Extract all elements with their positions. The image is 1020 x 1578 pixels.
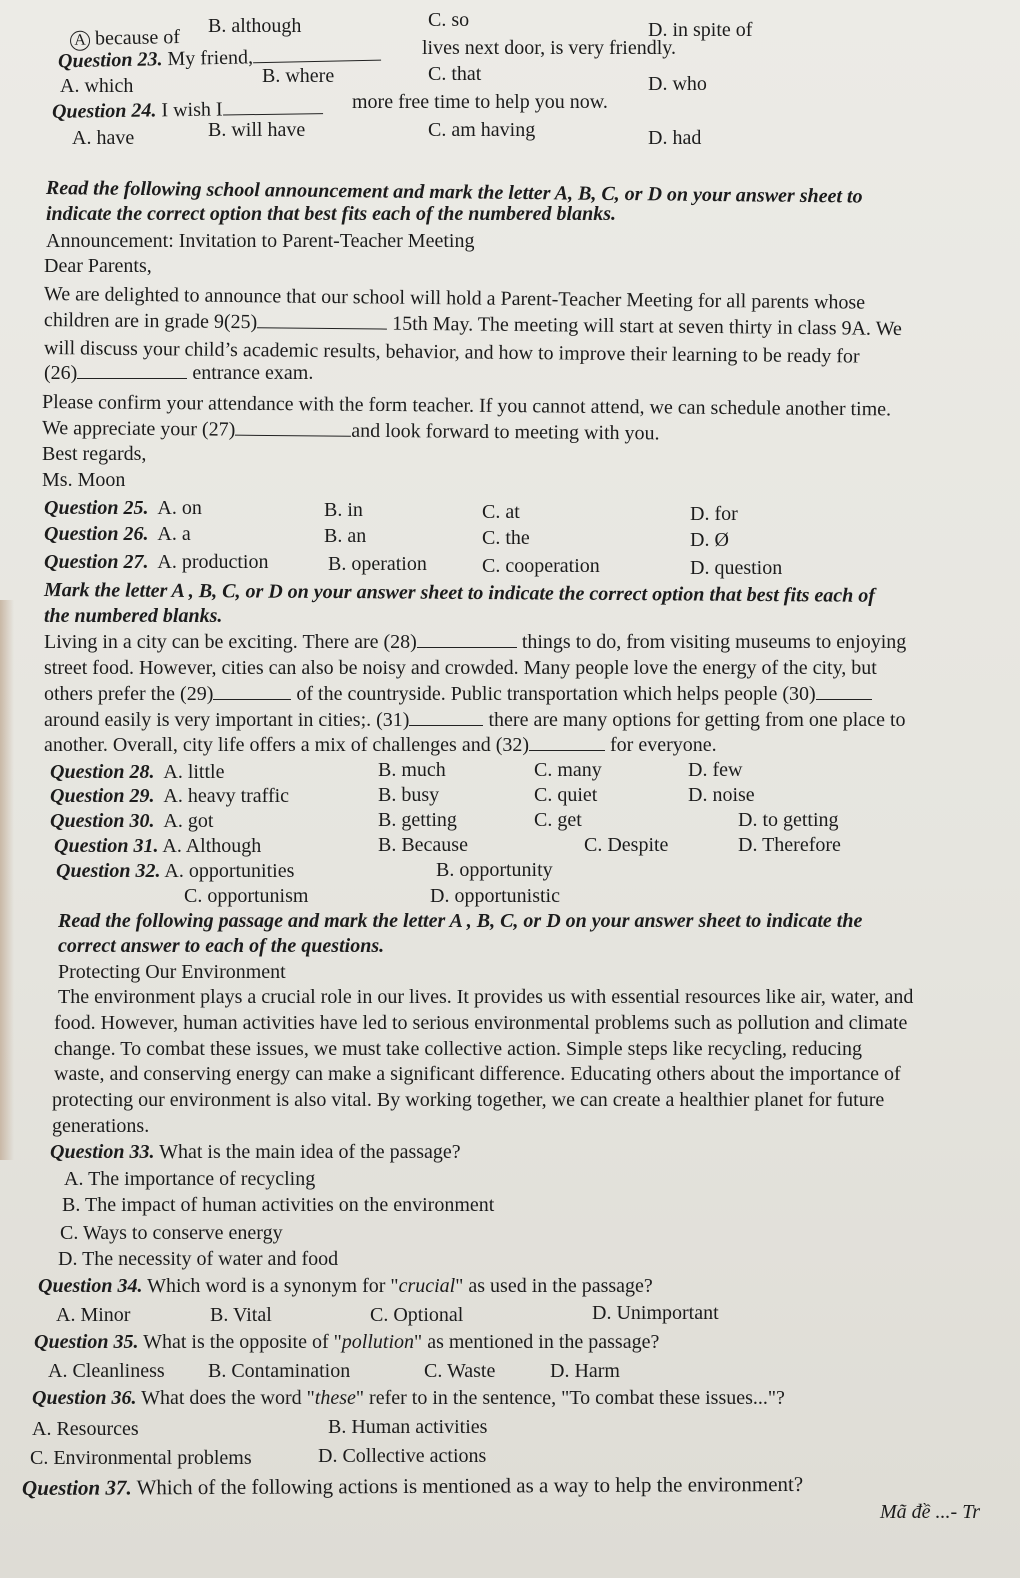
q34-option-c: C. Optional [370,1304,464,1326]
q24-stem: Question 24. I wish I [52,96,323,124]
q22-option-a: A because of [70,25,180,51]
q37-stem: Question 37. Which of the following actions is mentioned as a way to help the environment? [21,1471,804,1500]
q33-stem: Question 33. What is the main idea of the passage? [50,1141,461,1163]
q22-option-b: B. although [208,15,302,37]
q31-option-d: D. Therefore [738,834,841,856]
q32-option-b: B. opportunity [436,859,553,881]
q36-option-c: C. Environmental problems [30,1447,252,1469]
q24-option-c: C. am having [428,119,536,141]
q23-stem-end: lives next door, is very friendly. [422,37,676,59]
q28-row: Question 28. A. little [50,761,225,783]
announcement-p1-line1: We are delighted to announce that our school will hold a Parent-Teacher Meeting for all parents whose [43,283,866,314]
announcement-closing: Best regards, [42,443,147,465]
page-footer: Mã đề ...- Tr [880,1501,980,1523]
q36-option-d: D. Collective actions [318,1445,487,1467]
q27-row: Question 27. A. production [44,551,269,573]
q23-stem: Question 23. My friend, [58,43,381,74]
q23-option-b: B. where [262,65,335,87]
q34-option-b: B. Vital [210,1304,272,1326]
q33-option-d: D. The necessity of water and food [58,1248,339,1270]
q22-option-c: C. so [428,9,470,31]
q31-row: Question 31. A. Although [54,835,262,857]
q29-row: Question 29. A. heavy traffic [50,785,290,807]
q36-stem: Question 36. What does the word "these" refer to in the sentence, "To combat these issues..."? [32,1387,785,1409]
q34-stem: Question 34. Which word is a synonym for "crucial" as used in the passage? [38,1275,653,1297]
passage3-line5: protecting our environment is also vital. By working together, we can create a healthier planet for future [52,1089,885,1111]
option-letter-circle: A [70,31,90,51]
q24-option-d: D. had [648,127,702,149]
passage3-line4: waste, and conserving energy can make a significant difference. Educating others about the importance of [54,1063,901,1085]
q30-option-b: B. getting [378,809,457,831]
passage3-line6: generations. [52,1115,150,1137]
q36-option-a: A. Resources [32,1418,139,1440]
q29-option-b: B. busy [378,784,440,806]
announcement-p1-line2: children are in grade 9(25) 15th May. The meeting will start at seven thirty in class 9A. We [43,309,902,340]
passage2-line3: others prefer the (29) of the countryside. Public transportation which helps people (30) [44,682,872,706]
q35-option-b: B. Contamination [208,1360,351,1382]
q23-option-d: D. who [648,73,707,95]
passage3-title: Protecting Our Environment [58,961,286,983]
q22-option-d: D. in spite of [648,19,753,41]
q26-option-c: C. the [482,527,530,549]
section2-instruction-line1: Mark the letter A , B, C, or D on your answer sheet to indicate the correct option that best fits each of [43,579,876,607]
q34-option-a: A. Minor [56,1304,131,1326]
q25-row: Question 25. A. on [44,497,202,519]
page-shadow [0,600,14,1160]
q25-option-d: D. for [690,503,738,525]
q32-row: Question 32. A. opportunities [56,860,295,882]
q31-option-c: C. Despite [584,834,669,856]
announcement-p2-line1: Please confirm your attendance with the form teacher. If you cannot attend, we can schedule another time. [41,391,892,421]
passage2-line4: around easily is very important in cities;. (31) there are many options for getting from one place to [44,709,906,731]
q33-option-c: C. Ways to conserve energy [60,1222,283,1244]
announcement-title: Announcement: Invitation to Parent-Teacher Meeting [46,230,475,252]
passage3-line3: change. To combat these issues, we must take collective action. Simple steps like recycling, reducing [54,1038,862,1060]
q24-stem-end: more free time to help you now. [352,91,608,113]
q26-row: Question 26. A. a [44,523,191,545]
q28-option-b: B. much [378,759,446,781]
q23-option-c: C. that [428,63,482,85]
q35-option-c: C. Waste [424,1360,496,1382]
q29-option-c: C. quiet [534,784,598,806]
q27-option-d: D. question [690,557,783,579]
q28-option-d: D. few [688,759,743,781]
passage2-line2: street food. However, cities can also be noisy and crowded. Many people love the energy of the city, but [44,657,877,679]
q32-option-d: D. opportunistic [430,885,560,907]
announcement-greeting: Dear Parents, [44,255,152,277]
q35-stem: Question 35. What is the opposite of "pollution" as mentioned in the passage? [34,1331,660,1353]
q34-option-d: D. Unimportant [592,1302,719,1324]
announcement-p1-line4: (26) entrance exam. [44,362,314,384]
q31-option-b: B. Because [378,834,468,856]
q27-option-c: C. cooperation [482,555,600,577]
q23-option-a: A. which [60,75,134,97]
section2-instruction-line2: the numbered blanks. [44,605,223,627]
q30-option-c: C. get [534,809,582,831]
passage2-line1: Living in a city can be exciting. There are (28) things to do, from visiting museums to enjoying [44,631,907,653]
section1-instruction-line2: indicate the correct option that best fits each of the numbered blanks. [46,203,616,225]
q36-option-b: B. Human activities [328,1416,488,1438]
announcement-p1-line3: will discuss your child’s academic results, behavior, and how to improve their learning to be ready for [43,337,860,368]
q29-option-d: D. noise [688,784,755,806]
section3-instruction-line1: Read the following passage and mark the letter A , B, C, or D on your answer sheet to indicate the [58,910,863,932]
q24-option-b: B. will have [208,119,306,141]
q28-option-c: C. many [534,759,602,781]
q32-option-c: C. opportunism [184,885,309,907]
q25-option-b: B. in [324,499,363,521]
q33-option-a: A. The importance of recycling [64,1168,316,1190]
q35-option-d: D. Harm [550,1360,620,1382]
q26-option-d: D. Ø [690,529,729,551]
passage2-line5: another. Overall, city life offers a mix of challenges and (32) for everyone. [44,734,717,756]
q30-row: Question 30. A. got [50,810,214,832]
q25-option-c: C. at [482,501,520,523]
q33-option-b: B. The impact of human activities on the environment [62,1194,495,1216]
q26-option-b: B. an [324,525,367,547]
q35-option-a: A. Cleanliness [48,1360,165,1382]
passage3-line1: The environment plays a crucial role in our lives. It provides us with essential resources like air, water, and [58,986,914,1008]
q27-option-b: B. operation [328,553,427,575]
q30-option-d: D. to getting [738,809,839,831]
section1-instruction-line1: Read the following school announcement and mark the letter A, B, C, or D on your answer sheet to [45,177,863,208]
announcement-p2-line2: We appreciate your (27) and look forward to meeting with you. [41,417,660,445]
q24-option-a: A. have [72,127,135,149]
passage3-line2: food. However, human activities have led to serious environmental problems such as pollution and climate [54,1012,908,1034]
announcement-signature: Ms. Moon [42,469,126,491]
section3-instruction-line2: correct answer to each of the questions. [58,935,385,957]
